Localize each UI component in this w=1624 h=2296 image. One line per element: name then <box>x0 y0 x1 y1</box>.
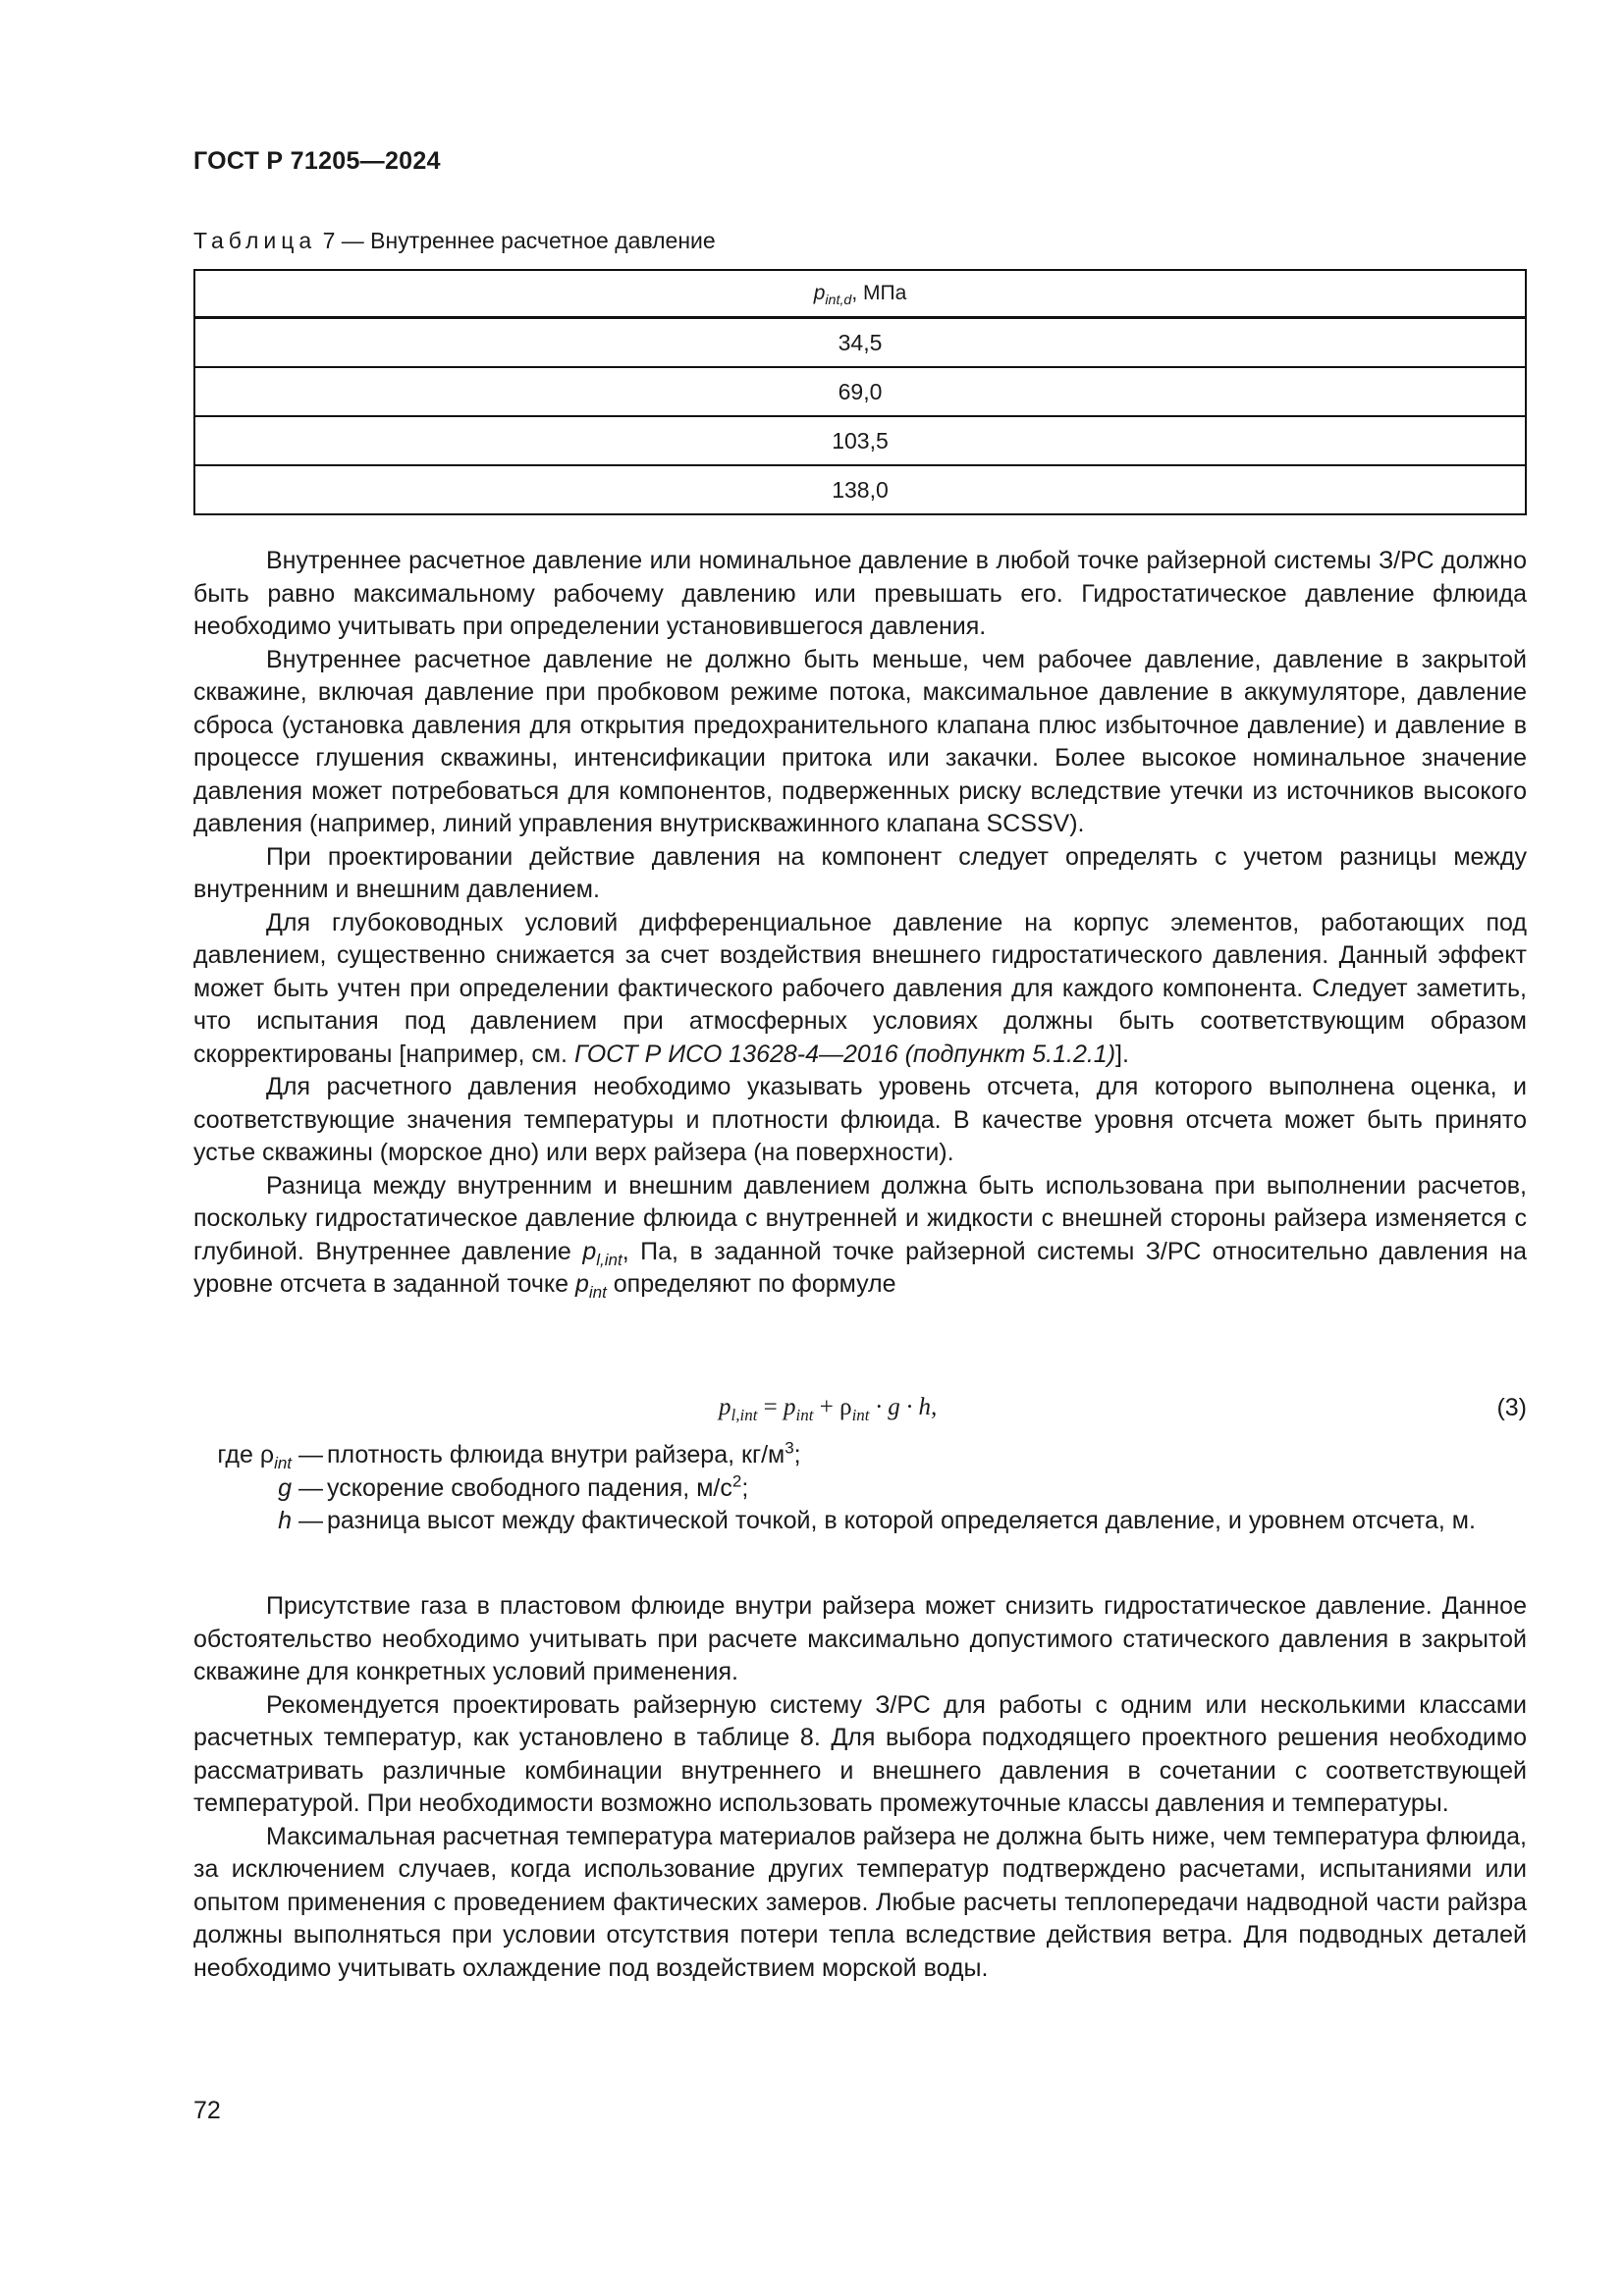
table-row: 69,0 <box>194 367 1526 416</box>
table-row: 34,5 <box>194 318 1526 368</box>
paragraph: Внутреннее расчетное давление или номинальное давление в любой точке райзерной системы З/РС должно быть равно максимальному рабочему давлению или превышать его. Гидростатическое давление флюида необходимо учитывать при определении установившегося давления. <box>193 547 1527 640</box>
formula-3 <box>193 1394 1527 1433</box>
body-text-upper <box>193 545 1527 1302</box>
standard-reference: ГОСТ Р ИСО 13628-4—2016 (подпункт 5.1.2.1) <box>573 1040 1116 1068</box>
paragraph: Присутствие газа в пластовом флюиде внутри райзера может снизить гидростатическое давление. Данное обстоятельство необходимо учитывать при расчете максимально допустимого статического давления в закрытой скважине для конкретных условий применения. <box>193 1592 1527 1685</box>
legend-item-g: g — ускорение свободного падения, $м/с^2$; <box>278 1471 749 1502</box>
table-row: 103,5 <box>194 416 1526 465</box>
legend-item-h: h — разница высот между фактической точкой, в которой определяется давление, и уровнем отсчета, м. <box>278 1507 1476 1534</box>
table-row: 138,0 <box>194 465 1526 514</box>
legend-item-rho: где $\rho_{int}$ — плотность флюида внутри райзера, $кг/м^3$; <box>217 1438 801 1472</box>
formula-number: (3) <box>1496 1394 1527 1421</box>
formula-legend <box>193 1439 1527 1538</box>
table-header: $p_{int,d}$, МПа <box>194 270 1526 318</box>
paragraph: Для глубоководных условий дифференциальное давление на корпус элементов, работающих под давлением, существенно снижается за счет воздействия внешнего гидростатического давления. Данный эффект может быть учтен при определении фактического рабочего давления для каждого компонента. Следует заметить, что испытания под давлением при атмосферных условиях должны быть соответствующим образом скорректированы [например, см. ГОСТ Р ИСО 13628-4—2016 (подпункт 5.1.2.1)]. <box>193 908 1527 1068</box>
paragraph: Рекомендуется проектировать райзерную систему З/РС для работы с одним или несколькими классами расчетных температур, как установлено в таблице 8. Для выбора подходящего проектного решения необходимо рассматривать различные комбинации внутреннего и внешнего давления в сочетании с соответствующей температурой. При необходимости возможно использовать промежуточные классы давления и температуры. <box>193 1690 1527 1817</box>
formula-expression: $p_{l,int} = p_{int} + \rho_{int} \cdot g \cdot h$, <box>719 1394 938 1424</box>
paragraph: Разница между внутренним и внешним давлением должна быть использована при выполнении расчетов, поскольку гидростатическое давление флюида с внутренней и жидкости с внешней стороны райзера изменяется с глубиной. Внутреннее давление $p_{l,int}$, Па, в заданной точке райзерной системы З/РС относительно давления на уровне отсчета в заданной точке $p_{int}$ определяют по формуле <box>193 1171 1527 1302</box>
table-caption-word: Таблица <box>193 228 317 253</box>
document-code: ГОСТ Р 71205—2024 <box>193 147 441 175</box>
body-text-lower <box>193 1590 1527 1985</box>
paragraph: При проектировании действие давления на компонент следует определять с учетом разницы между внутренним и внешним давлением. <box>193 842 1527 903</box>
paragraph: Для расчетного давления необходимо указывать уровень отсчета, для которого выполнена оценка, и соответствующие значения температуры и плотности флюида. В качестве уровня отсчета может быть принято устье скважины (морское дно) или верх райзера (на поверхности). <box>193 1073 1527 1166</box>
pressure-table <box>193 269 1527 515</box>
page-number: 72 <box>193 2097 221 2124</box>
table-caption-title: 7 — Внутреннее расчетное давление <box>322 228 716 253</box>
paragraph: Максимальная расчетная температура материалов райзера не должна быть ниже, чем температура флюида, за исключением случаев, когда использование других температур подтверждено расчетами, испытаниями или опытом применения с проведением фактических замеров. Любые расчеты теплопередачи надводной части райзра должны выполняться при условии отсутствия потери тепла вследствие действия ветра. Для подводных деталей необходимо учитывать охлаждение под воздействием морской воды. <box>193 1822 1527 1982</box>
paragraph: Внутреннее расчетное давление не должно быть меньше, чем рабочее давление, давление в закрытой скважине, включая давление при пробковом режиме потока, максимальное давление в аккумуляторе, давление сброса (установка давления для открытия предохранительного клапана плюс избыточное давление) и давление в процессе глушения скважины, интенсификации притока или закачки. Более высокое номинальное значение давления может потребоваться для компонентов, подверженных риску вследствие утечки из источников высокого давления (например, линий управления внутрискважинного клапана SCSSV). <box>193 645 1527 837</box>
table-caption <box>193 228 716 254</box>
